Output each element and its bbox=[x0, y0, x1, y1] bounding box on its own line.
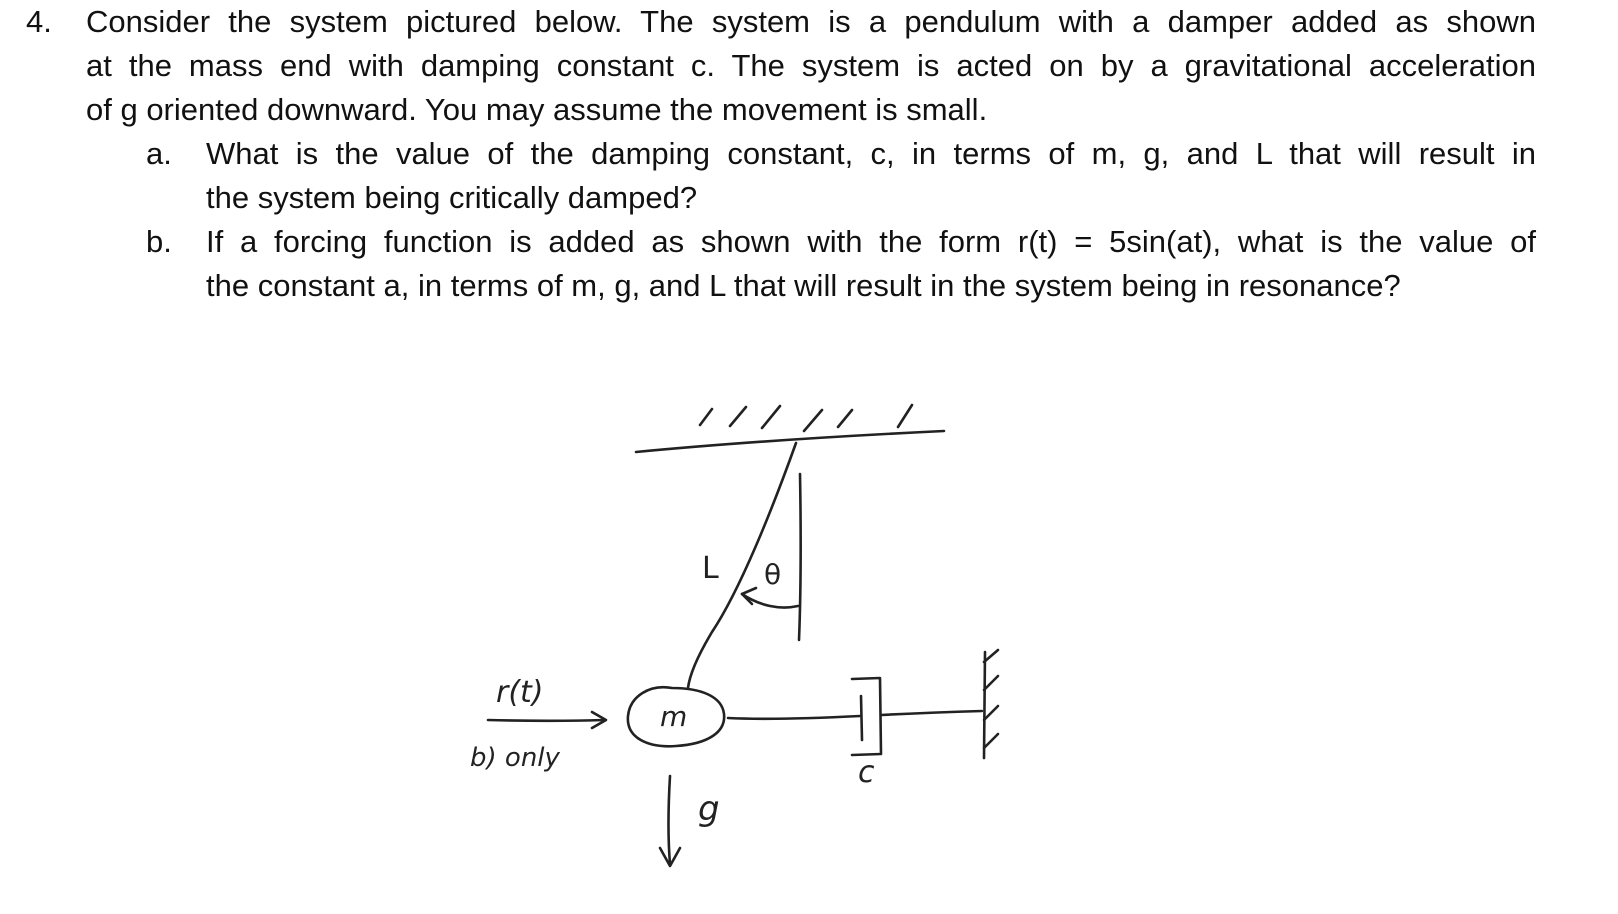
forcing-arrow bbox=[488, 720, 604, 721]
stem-line-3: of g oriented downward. You may assume the movement is small. bbox=[86, 92, 988, 127]
stem-line-1: Consider the system pictured below. The system is a pendulum with a damper added as shown bbox=[86, 4, 1536, 39]
part-a-line-2: the system being critically damped? bbox=[206, 180, 698, 215]
ceiling-hatches bbox=[700, 405, 912, 431]
forcing-arrow-head bbox=[592, 712, 606, 728]
pendulum-rod bbox=[688, 443, 796, 688]
part-b-line-1: If a forcing function is added as shown with the form r(t) = 5sin(at), what is the value of bbox=[206, 224, 1536, 259]
mass-circle bbox=[628, 687, 724, 746]
vertical-reference-line bbox=[799, 474, 801, 640]
part-b-line-2: the constant a, in terms of m, g, and L that will result in the system being in resonance? bbox=[206, 268, 1401, 303]
length-label: L bbox=[702, 551, 719, 586]
damper-cylinder bbox=[852, 678, 881, 755]
forcing-note-label: b) only bbox=[470, 743, 560, 773]
damper-label: c bbox=[858, 755, 875, 790]
damper-wall-rod bbox=[881, 711, 982, 715]
stem-line-2: at the mass end with damping constant c. The system is acted on by a gravitational acceleration bbox=[86, 48, 1536, 83]
angle-arrow-head bbox=[742, 588, 756, 604]
damper-wall-hatches bbox=[984, 650, 998, 748]
angle-arc bbox=[742, 594, 798, 608]
ceiling-line bbox=[636, 431, 944, 452]
gravity-label: g bbox=[698, 789, 720, 829]
forcing-label: r(t) bbox=[496, 675, 544, 710]
damper-piston bbox=[861, 696, 862, 740]
damper-wall bbox=[984, 652, 985, 758]
part-a-marker: a. bbox=[146, 136, 172, 171]
problem-number: 4. bbox=[26, 4, 52, 39]
gravity-arrow bbox=[669, 776, 671, 864]
mass-label: m bbox=[660, 700, 688, 733]
part-a-line-1: What is the value of the damping constant, c, in terms of m, g, and L that will result in bbox=[206, 136, 1536, 171]
part-b-marker: b. bbox=[146, 224, 172, 259]
angle-label: θ bbox=[764, 558, 782, 591]
damper-rod bbox=[728, 716, 860, 719]
gravity-arrow-head bbox=[660, 848, 680, 866]
